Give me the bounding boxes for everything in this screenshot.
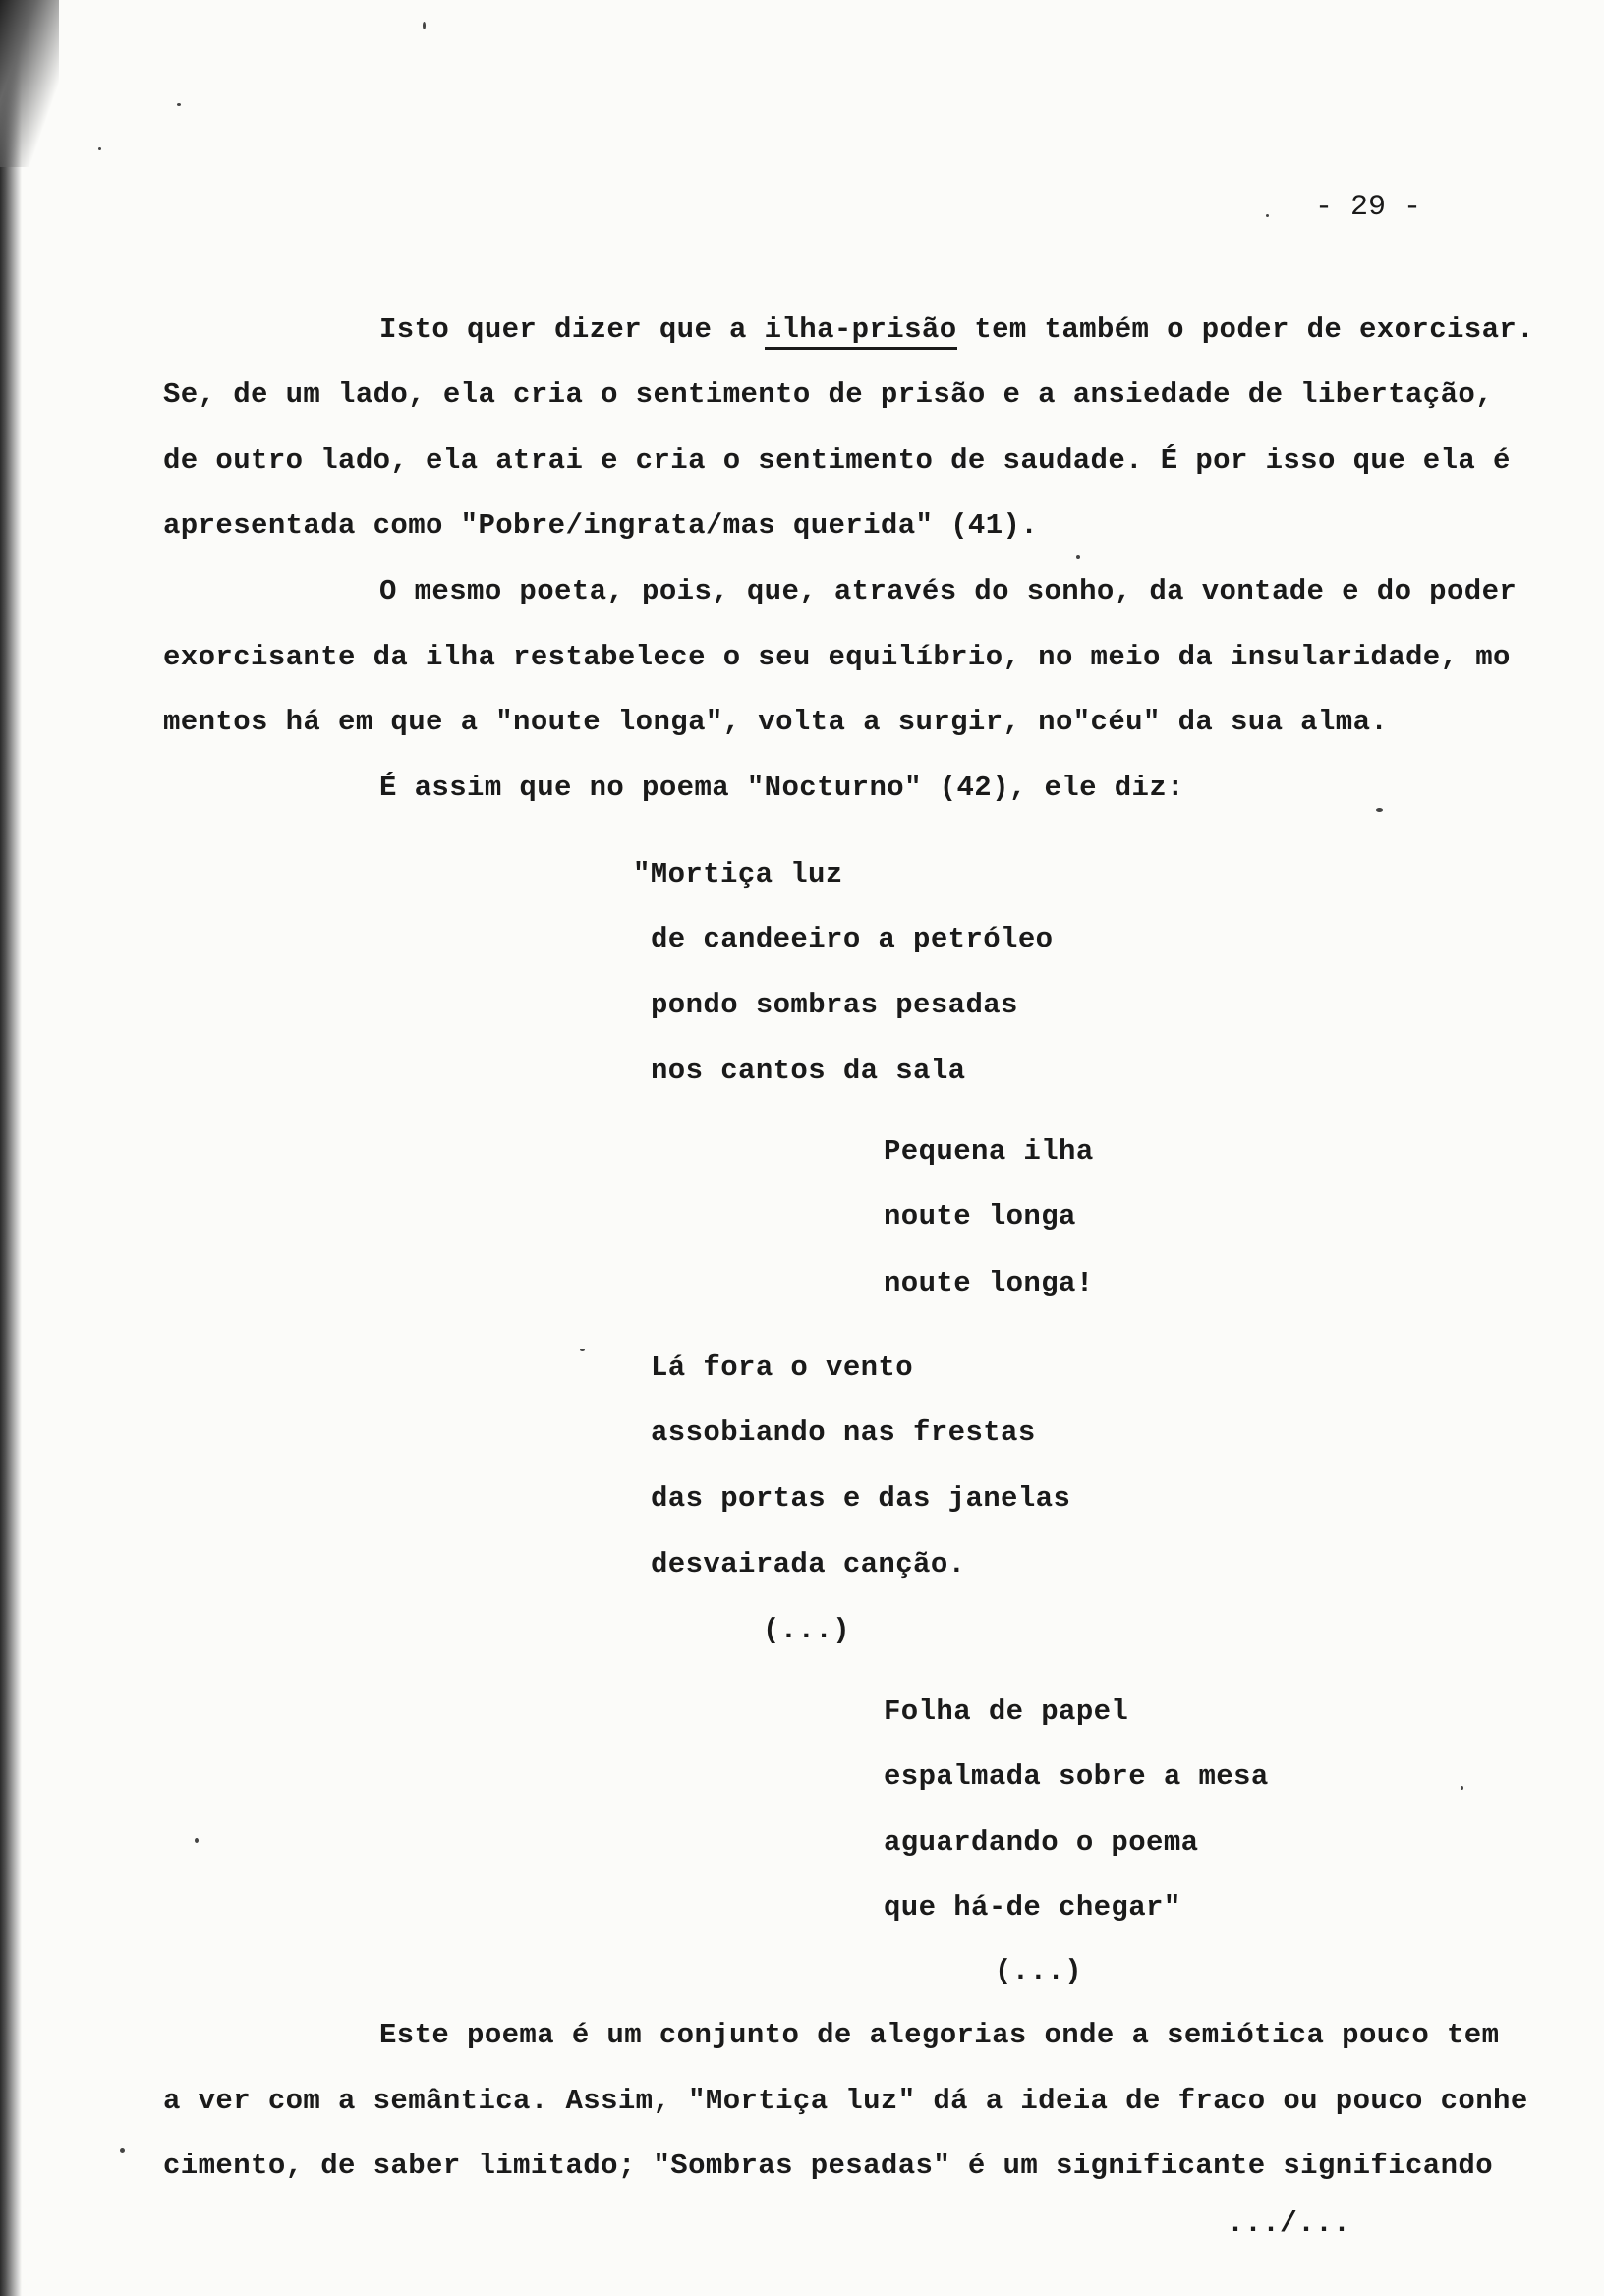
paragraph-1-line: Se, de um lado, ela cria o sentimento de prisão e a ansiedade de libertação, [163, 378, 1494, 411]
poem-line: assobiando nas frestas [651, 1416, 1036, 1449]
poem-line: que há-de chegar" [884, 1891, 1181, 1923]
paragraph-4-line: a ver com a semântica. Assim, "Mortiça luz" dá a ideia de fraco ou pouco conhe [163, 2085, 1528, 2117]
poem-line: pondo sombras pesadas [651, 989, 1018, 1021]
paragraph-1-line: apresentada como "Pobre/ingrata/mas querida" (41). [163, 509, 1039, 542]
scan-shadow-corner [0, 0, 59, 167]
scan-speck [580, 1349, 585, 1351]
paragraph-2-line: O mesmo poeta, pois, que, através do sonho, da vontade e do poder [379, 575, 1518, 607]
poem-line: desvairada canção. [651, 1548, 966, 1580]
poem-line: aguardando o poema [884, 1826, 1199, 1859]
paragraph-2-line: exorcisante da ilha restabelece o seu equilíbrio, no meio da insularidade, mo [163, 641, 1511, 673]
continuation-marker: .../... [1227, 2208, 1351, 2241]
page-number: - 29 - [1315, 191, 1422, 224]
paragraph-1-line: de outro lado, ela atrai e cria o sentimento de saudade. É por isso que ela é [163, 444, 1511, 477]
poem-line: "Mortiça luz [633, 858, 843, 890]
poem-line: de candeeiro a petróleo [651, 923, 1054, 955]
poem-ellipsis: (...) [995, 1955, 1083, 1987]
scan-speck [1376, 808, 1383, 812]
poem-line: espalmada sobre a mesa [884, 1760, 1269, 1793]
scan-speck [120, 2148, 125, 2152]
poem-ellipsis: (...) [763, 1614, 851, 1646]
scan-speck [195, 1838, 199, 1843]
paragraph-1-first-line [379, 313, 1534, 348]
poem-introduction: É assim que no poema "Nocturno" (42), ele diz: [379, 772, 1184, 804]
paragraph-2-line: mentos há em que a "noute longa", volta a surgir, no"céu" da sua alma. [163, 706, 1389, 738]
paragraph-4-line: Este poema é um conjunto de alegorias onde a semiótica pouco tem [379, 2019, 1500, 2051]
poem-line: noute longa [884, 1200, 1076, 1233]
scan-shadow-edge [0, 0, 22, 2296]
scan-speck [1461, 1786, 1463, 1790]
paragraph-1-tail: tem também o poder de exorcisar. [956, 314, 1535, 346]
scan-speck [423, 22, 426, 29]
paragraph-1-lead: Isto quer dizer que a [379, 314, 765, 346]
scan-speck [1266, 214, 1269, 217]
poem-line: Pequena ilha [884, 1135, 1094, 1168]
underlined-term: ilha-prisão [765, 314, 957, 350]
poem-line: das portas e das janelas [651, 1482, 1071, 1515]
poem-line: nos cantos da sala [651, 1055, 966, 1087]
scan-speck [1076, 555, 1080, 559]
poem-line: Folha de papel [884, 1695, 1129, 1728]
scan-speck [177, 103, 181, 106]
scan-speck [98, 147, 101, 150]
paragraph-4-line: cimento, de saber limitado; "Sombras pesadas" é um significante significando [163, 2150, 1494, 2182]
poem-line: noute longa! [884, 1267, 1094, 1299]
poem-line: Lá fora o vento [651, 1351, 914, 1384]
